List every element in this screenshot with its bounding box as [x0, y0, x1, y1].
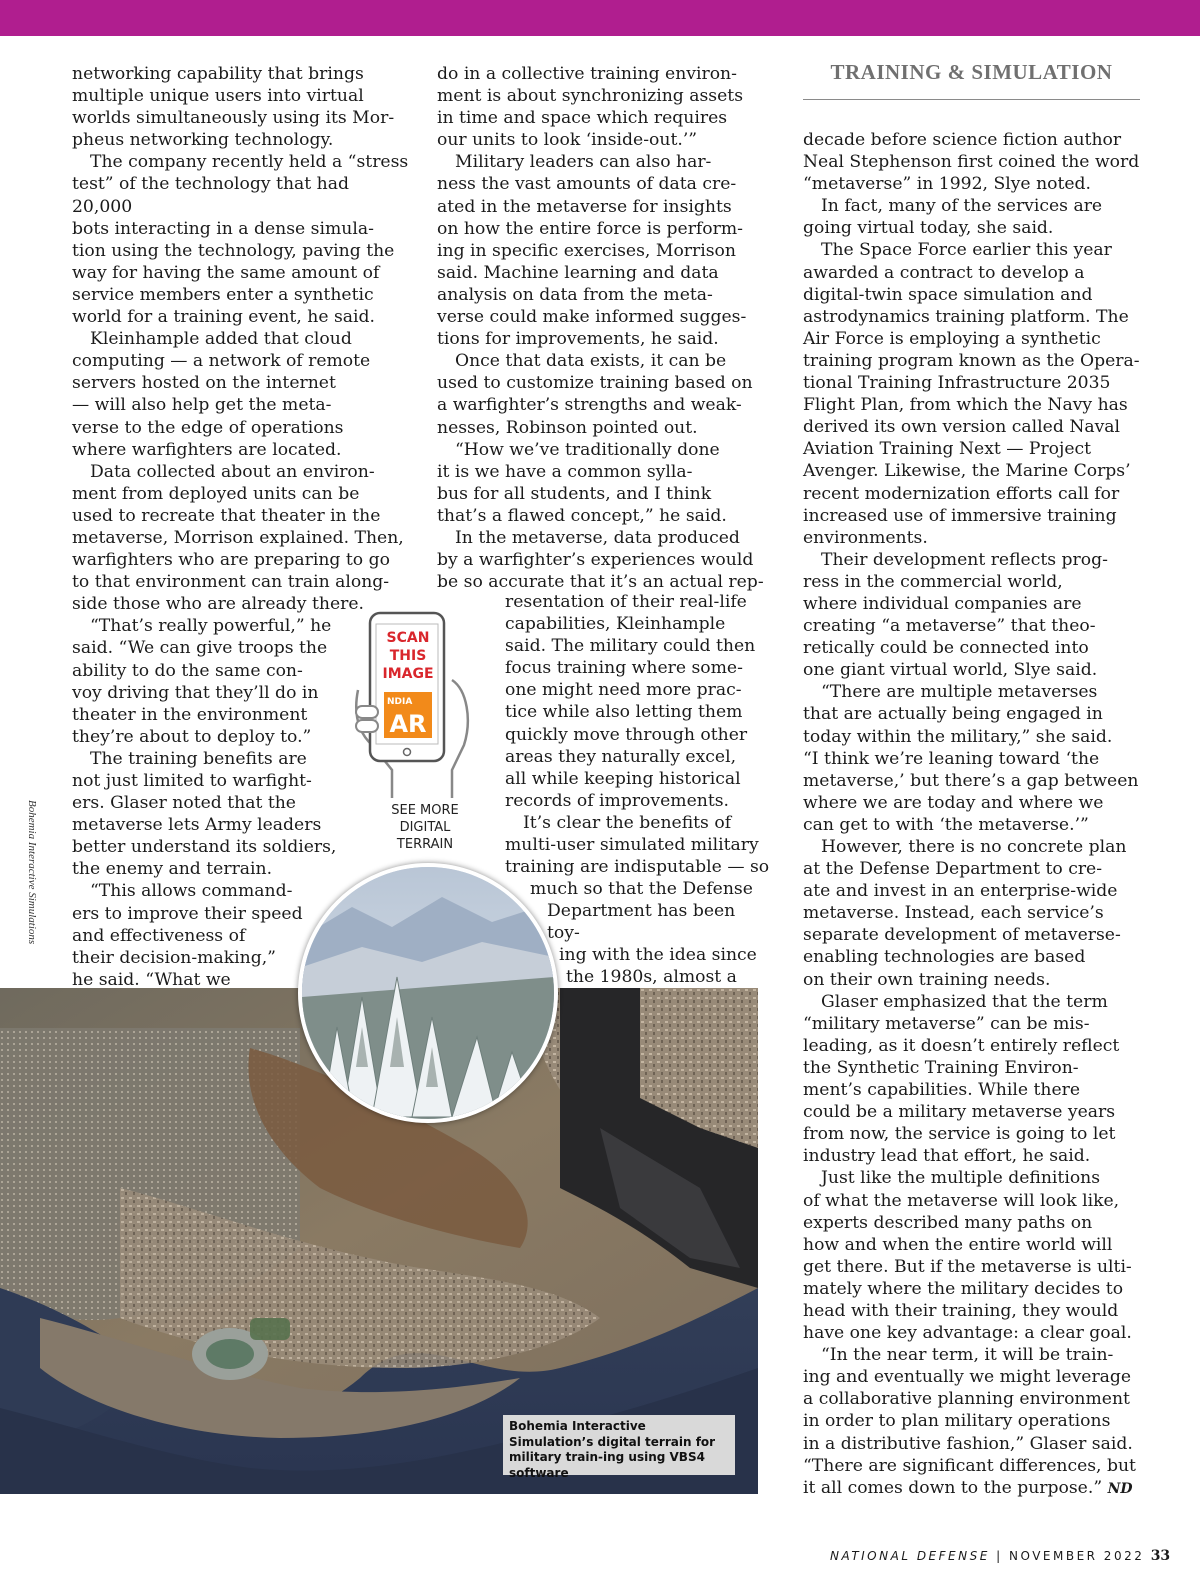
scan-text-1: SCAN [386, 630, 430, 646]
article-column-2-tail [530, 878, 760, 988]
scan-text-2: THIS [389, 648, 427, 664]
see-more-line-3: TERRAIN [396, 837, 454, 852]
paragraph: It’s clear the benefits of multi-user simulated military training are indisputable — so [505, 812, 770, 878]
paragraph: Just like the multiple definitions of what the metaverse will look like, experts described many paths on how and when the entire world will get there. But if the metaverse is ulti- mately where the military decides to head with their training, they would have one key advantage: a clear goal. [803, 1168, 1132, 1344]
paragraph: In the metaverse, data produced by a warfighter’s experiences would be so accurate that it’s an actual rep- [437, 527, 764, 593]
paragraph: “How we’ve traditionally done it is we have a common sylla- bus for all students, and I think that’s a flawed concept,” he said. [437, 439, 727, 526]
page-number: 33 [1150, 1548, 1171, 1564]
paragraph: “This allows command- ers to improve their speed and effectiveness of their decision-making,” he said. “What we [72, 881, 303, 990]
accent-bar [0, 0, 1200, 36]
text-line: the 1980s, almost a [566, 967, 737, 988]
ar-badge-top: NDIA [387, 697, 413, 707]
paragraph: Kleinhample added that cloud computing — a network of remote servers hosted on the internet — will also help get the meta- verse to the edge of operations where warfighters are located. [72, 329, 371, 460]
paragraph: Data collected about an environ- ment from deployed units can be used to recreate that theater in the metaverse, Morrison explained. Then, warfighters who are preparing to go to that environment can train along- side those who are already there. [72, 461, 404, 615]
paragraph: networking capability that brings multiple unique users into virtual worlds simultaneously using its Mor- pheus networking technology. [72, 64, 395, 151]
paragraph: The company recently held a “stress test” of the technology that had 20,000 bots interacting in a dense simula- tion using the technology, paving the way for having the same amount of service members enter a synthetic world for a training event, he said. [72, 152, 409, 328]
see-more-line-1: SEE MORE [391, 803, 459, 818]
text-line: much so that the Defense [530, 879, 753, 899]
paragraph: do in a collective training environ- ment is about synchronizing assets in time and space which requires our units to look ‘inside-out.’” [437, 64, 744, 151]
text-line: Department has been toy- [547, 901, 736, 944]
paragraph: Once that data exists, it can be used to customize training based on a warfighter’s strengths and weak- nesses, Robinson pointed out. [437, 351, 753, 438]
issue-date: NOVEMBER 2022 [1008, 1549, 1145, 1563]
paragraph: Military leaders can also har- ness the vast amounts of data cre- ated in the metaverse for insights on how the entire force is perform- ing in specific exercises, Morrison said. Machine learning and data analysis on data from the meta- verse could make informed sugges- tions for improvements, he said. [437, 152, 747, 350]
see-more-line-2: DIGITAL [399, 820, 451, 835]
paragraph: decade before science fiction author Neal Stephenson first coined the word “metaverse” in 1992, Slye noted. [803, 130, 1140, 195]
paragraph: “In the near term, it will be train- ing and eventually we might leverage a collaborative planning environment in order to plan military operations in a distributive fashion,” Glaser said. “There are significant differences, but it all comes down to the purpose.” [803, 1345, 1136, 1498]
ar-badge-main: AR [389, 710, 427, 738]
photo-caption: Bohemia Interactive Simulation’s digital terrain for military train-ing using VBS4 software [503, 1415, 735, 1475]
page-footer: NATIONAL DEFENSE | NOVEMBER 2022 33 [830, 1548, 1171, 1564]
paragraph: Their development reflects prog- ress in the commercial world, where individual companies are creating “a metaverse” that theo- retically could be connected into one giant virtual world, Slye said. [803, 549, 1108, 681]
scan-text-3: IMAGE [382, 666, 434, 682]
photo-credit: Bohemia Interactive Simulations [26, 800, 38, 945]
paragraph: However, there is no concrete plan at the Defense Department to cre- ate and invest in an enterprise-wide metaverse. Instead, each service’s separate development of metaverse- enabling technologies are based on their own training needs. [803, 837, 1127, 990]
paragraph: In fact, many of the services are going virtual today, she said. [803, 196, 1103, 239]
text-line: ing with the idea since [559, 945, 757, 966]
article-column-3 [803, 129, 1148, 1500]
article-column-2-wrap [505, 591, 777, 878]
publication-name: NATIONAL DEFENSE [830, 1549, 990, 1563]
section-rule [803, 99, 1140, 100]
paragraph: “That’s really powerful,” he said. “We can give troops the ability to do the same con- voy driving that they’ll do in theater in the environment they’re about to deploy to.” [72, 616, 332, 747]
section-label: TRAINING & SIMULATION [830, 60, 1113, 84]
paragraph: resentation of their real-life capabilities, Kleinhample said. The military could then focus training where some- one might need more prac- tice while also letting them quickly move through other areas they naturally excel, all while keeping historical records of improvements. [505, 592, 756, 811]
paragraph: “There are multiple metaverses that are actually being engaged in today within the military,” she said. “I think we’re leaning toward ‘the metaverse,’ but there’s a gap between where we are today and where we can get to with ‘the metaverse.’” [803, 682, 1139, 835]
article-column-2 [437, 63, 777, 593]
paragraph: The Space Force earlier this year awarded a contract to develop a digital-twin space simulation and astrodynamics training platform. The Air Force is employing a synthetic training program known as the Opera- tional Training Infrastructure 2035 Flight Plan, from which the Navy has derived its own version called Naval Aviation Training Next — Project Avenger. Likewise, the Marine Corps’ recent modernization efforts call for increased use of immersive training environments. [803, 240, 1140, 548]
end-mark: ND [1107, 1480, 1133, 1497]
paragraph: Glaser emphasized that the term “military metaverse” can be mis- leading, as it doesn’t entirely reflect the Synthetic Training Environ- ment’s capabilities. While there could be a military metaverse years from now, the service is going to let industry lead that effort, he said. [803, 991, 1120, 1167]
article-column-1 [72, 63, 412, 991]
paragraph: The training benefits are not just limited to warfight- ers. Glaser noted that the metaverse lets Army leaders better understand its soldiers, the enemy and terrain. [72, 748, 337, 880]
